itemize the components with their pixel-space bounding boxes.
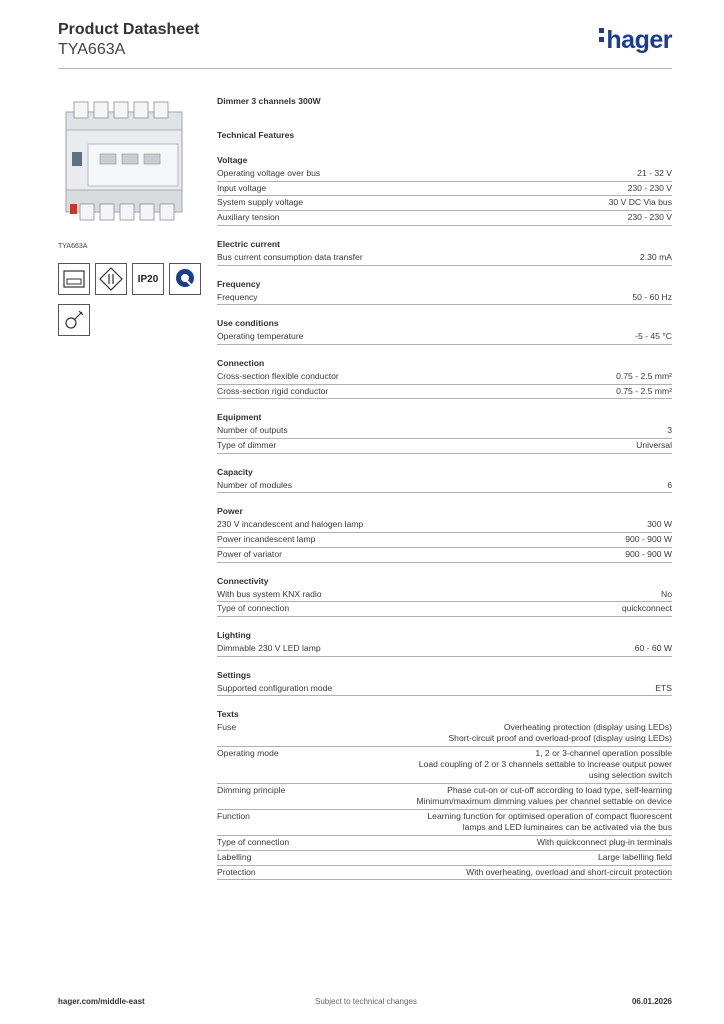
spec-value: Large labelling field: [597, 852, 672, 863]
image-caption: TYA663A: [58, 243, 88, 250]
section-connectivity: [217, 575, 672, 617]
knx-certification-icon: [58, 263, 90, 295]
spec-value: With quickconnect plug-in terminals: [536, 837, 672, 848]
section-frequency: [217, 278, 672, 306]
spec-value: 230 - 230 V: [627, 212, 672, 223]
spec-row: [217, 370, 672, 385]
spec-row: [217, 385, 672, 400]
page-footer: [58, 997, 672, 1006]
page-title: Product Datasheet: [58, 21, 200, 38]
footer-date: 06.01.2026: [631, 997, 672, 1006]
spec-label: Function: [217, 811, 250, 822]
spec-value: 0.75 - 2.5 mm²: [616, 385, 672, 396]
spec-row: [217, 548, 672, 563]
spec-label: Operating voltage over bus: [217, 168, 321, 178]
spec-label: Type of dimmer: [217, 440, 277, 451]
section-texts: [217, 708, 672, 880]
technical-features-title: Technical Features: [217, 130, 295, 140]
spec-row: [217, 836, 672, 851]
section-equipment: [217, 411, 672, 453]
spec-value: 2.30 mA: [639, 251, 672, 262]
technical-content: [217, 96, 672, 880]
spec-value: 230 - 230 V: [627, 182, 672, 193]
spec-row: [217, 211, 672, 226]
spec-row: [217, 866, 672, 881]
section-title: Equipment: [217, 412, 262, 423]
section-title: Connectivity: [217, 575, 269, 586]
section-title: Lighting: [217, 629, 251, 640]
spec-value: 60 - 60 W: [634, 642, 672, 653]
spec-value: No: [661, 588, 672, 599]
spec-value: 3: [667, 425, 672, 436]
quickconnect-icon: [169, 263, 201, 295]
spec-value: quickconnect: [621, 603, 672, 614]
spec-label: Supported configuration mode: [217, 682, 333, 693]
spec-label: System supply voltage: [217, 197, 303, 208]
spec-label: 230 V incandescent and halogen lamp: [217, 519, 364, 530]
section-power: [217, 505, 672, 562]
section-voltage: [217, 154, 672, 226]
spec-label: Dimming principle: [217, 785, 286, 796]
spec-value: Overheating protection (display using LEDs) Short-circuit proof and overload-proof (display using LEDs): [448, 722, 672, 744]
spec-label: Number of outputs: [217, 425, 288, 436]
section-capacity: [217, 466, 672, 494]
section-use-conditions: [217, 317, 672, 345]
spec-label: Protection: [217, 866, 256, 877]
spec-row: [217, 479, 672, 494]
spec-row: [217, 588, 672, 603]
spec-value: 0.75 - 2.5 mm²: [616, 370, 672, 381]
section-title: Electric current: [217, 238, 281, 249]
spec-row: [217, 851, 672, 866]
spec-label: Input voltage: [217, 182, 267, 193]
section-electric-current: [217, 238, 672, 266]
spec-row: [217, 533, 672, 548]
section-title: Capacity: [217, 466, 253, 477]
spec-value: 900 - 900 W: [625, 534, 672, 545]
spec-label: Frequency: [217, 291, 258, 302]
section-title: Use conditions: [217, 318, 279, 329]
class-ii-insulation-icon: [95, 263, 127, 295]
spec-row: [217, 682, 672, 697]
spec-label: Type of connection: [217, 603, 290, 614]
spec-value: 30 V DC Via bus: [608, 197, 672, 208]
spec-row: [217, 251, 672, 266]
product-name: Dimmer 3 channels 300W: [217, 96, 321, 106]
spec-value: 900 - 900 W: [625, 548, 672, 559]
spec-value: With overheating, overload and short-circuit protection: [466, 866, 672, 877]
spec-label: Operating mode: [217, 748, 279, 759]
spec-value: 6: [667, 479, 672, 490]
tool-free-connection-icon: [58, 304, 90, 336]
spec-row: [217, 330, 672, 345]
footer-website: hager.com/middle-east: [58, 997, 145, 1006]
spec-label: Dimmable 230 V LED lamp: [217, 642, 321, 653]
spec-label: Power of variator: [217, 548, 282, 559]
spec-row: [217, 518, 672, 533]
spec-row: [217, 747, 672, 784]
spec-label: With bus system KNX radio: [217, 588, 322, 599]
hager-logo: [599, 26, 672, 55]
spec-row: [217, 721, 672, 747]
spec-row: [217, 291, 672, 306]
spec-row: [217, 810, 672, 836]
section-title: Settings: [217, 669, 251, 680]
spec-label: Cross-section flexible conductor: [217, 370, 339, 381]
spec-label: Type of connection: [217, 837, 290, 848]
spec-value: 1, 2 or 3-channel operation possible Load coupling of 2 or 3 channels settable to increase output power using selection switch: [418, 748, 672, 781]
spec-label: Power incandescent lamp: [217, 534, 316, 545]
section-title: Frequency: [217, 278, 261, 289]
spec-row: [217, 182, 672, 197]
product-reference: TYA663A: [58, 41, 126, 58]
spec-row: [217, 424, 672, 439]
logo-dots-icon: [599, 28, 604, 46]
spec-value: Phase cut-on or cut-off according to load type, self-learning Minimum/maximum dimming values per channel settable on device: [416, 785, 672, 807]
section-title: Connection: [217, 357, 265, 368]
spec-row: [217, 642, 672, 657]
feature-sections: [217, 154, 672, 880]
spec-row: [217, 167, 672, 182]
section-lighting: [217, 629, 672, 657]
section-connection: [217, 357, 672, 399]
spec-label: Fuse: [217, 722, 237, 733]
page-header: [58, 20, 672, 69]
spec-label: Auxiliary tension: [217, 212, 280, 223]
spec-value: Learning function for optimised operation of compact fluorescent lamps and LED luminaires can be activated via the bus: [427, 811, 672, 833]
logo-text: hager: [606, 26, 672, 54]
spec-value: 21 - 32 V: [637, 168, 672, 178]
spec-row: [217, 784, 672, 810]
spec-value: ETS: [655, 682, 672, 693]
section-title: Texts: [217, 709, 239, 720]
product-image: [58, 92, 190, 240]
spec-label: Cross-section rigid conductor: [217, 385, 329, 396]
section-title: Voltage: [217, 155, 248, 165]
spec-label: Labelling: [217, 852, 252, 863]
certification-icons: [58, 263, 201, 295]
spec-row: [217, 196, 672, 211]
spec-value: -5 - 45 °C: [635, 331, 672, 342]
spec-row: [217, 602, 672, 617]
spec-value: 50 - 60 Hz: [632, 291, 672, 302]
tool-icons: [58, 304, 90, 336]
section-settings: [217, 669, 672, 697]
spec-value: Universal: [636, 440, 672, 451]
footer-notice: Subject to technical changes: [315, 997, 417, 1006]
ip20-rating-icon: IP20: [132, 263, 164, 295]
spec-row: [217, 439, 672, 454]
spec-value: 300 W: [647, 519, 672, 530]
spec-label: Bus current consumption data transfer: [217, 251, 363, 262]
spec-label: Number of modules: [217, 479, 292, 490]
section-title: Power: [217, 506, 243, 517]
spec-label: Operating temperature: [217, 331, 304, 342]
